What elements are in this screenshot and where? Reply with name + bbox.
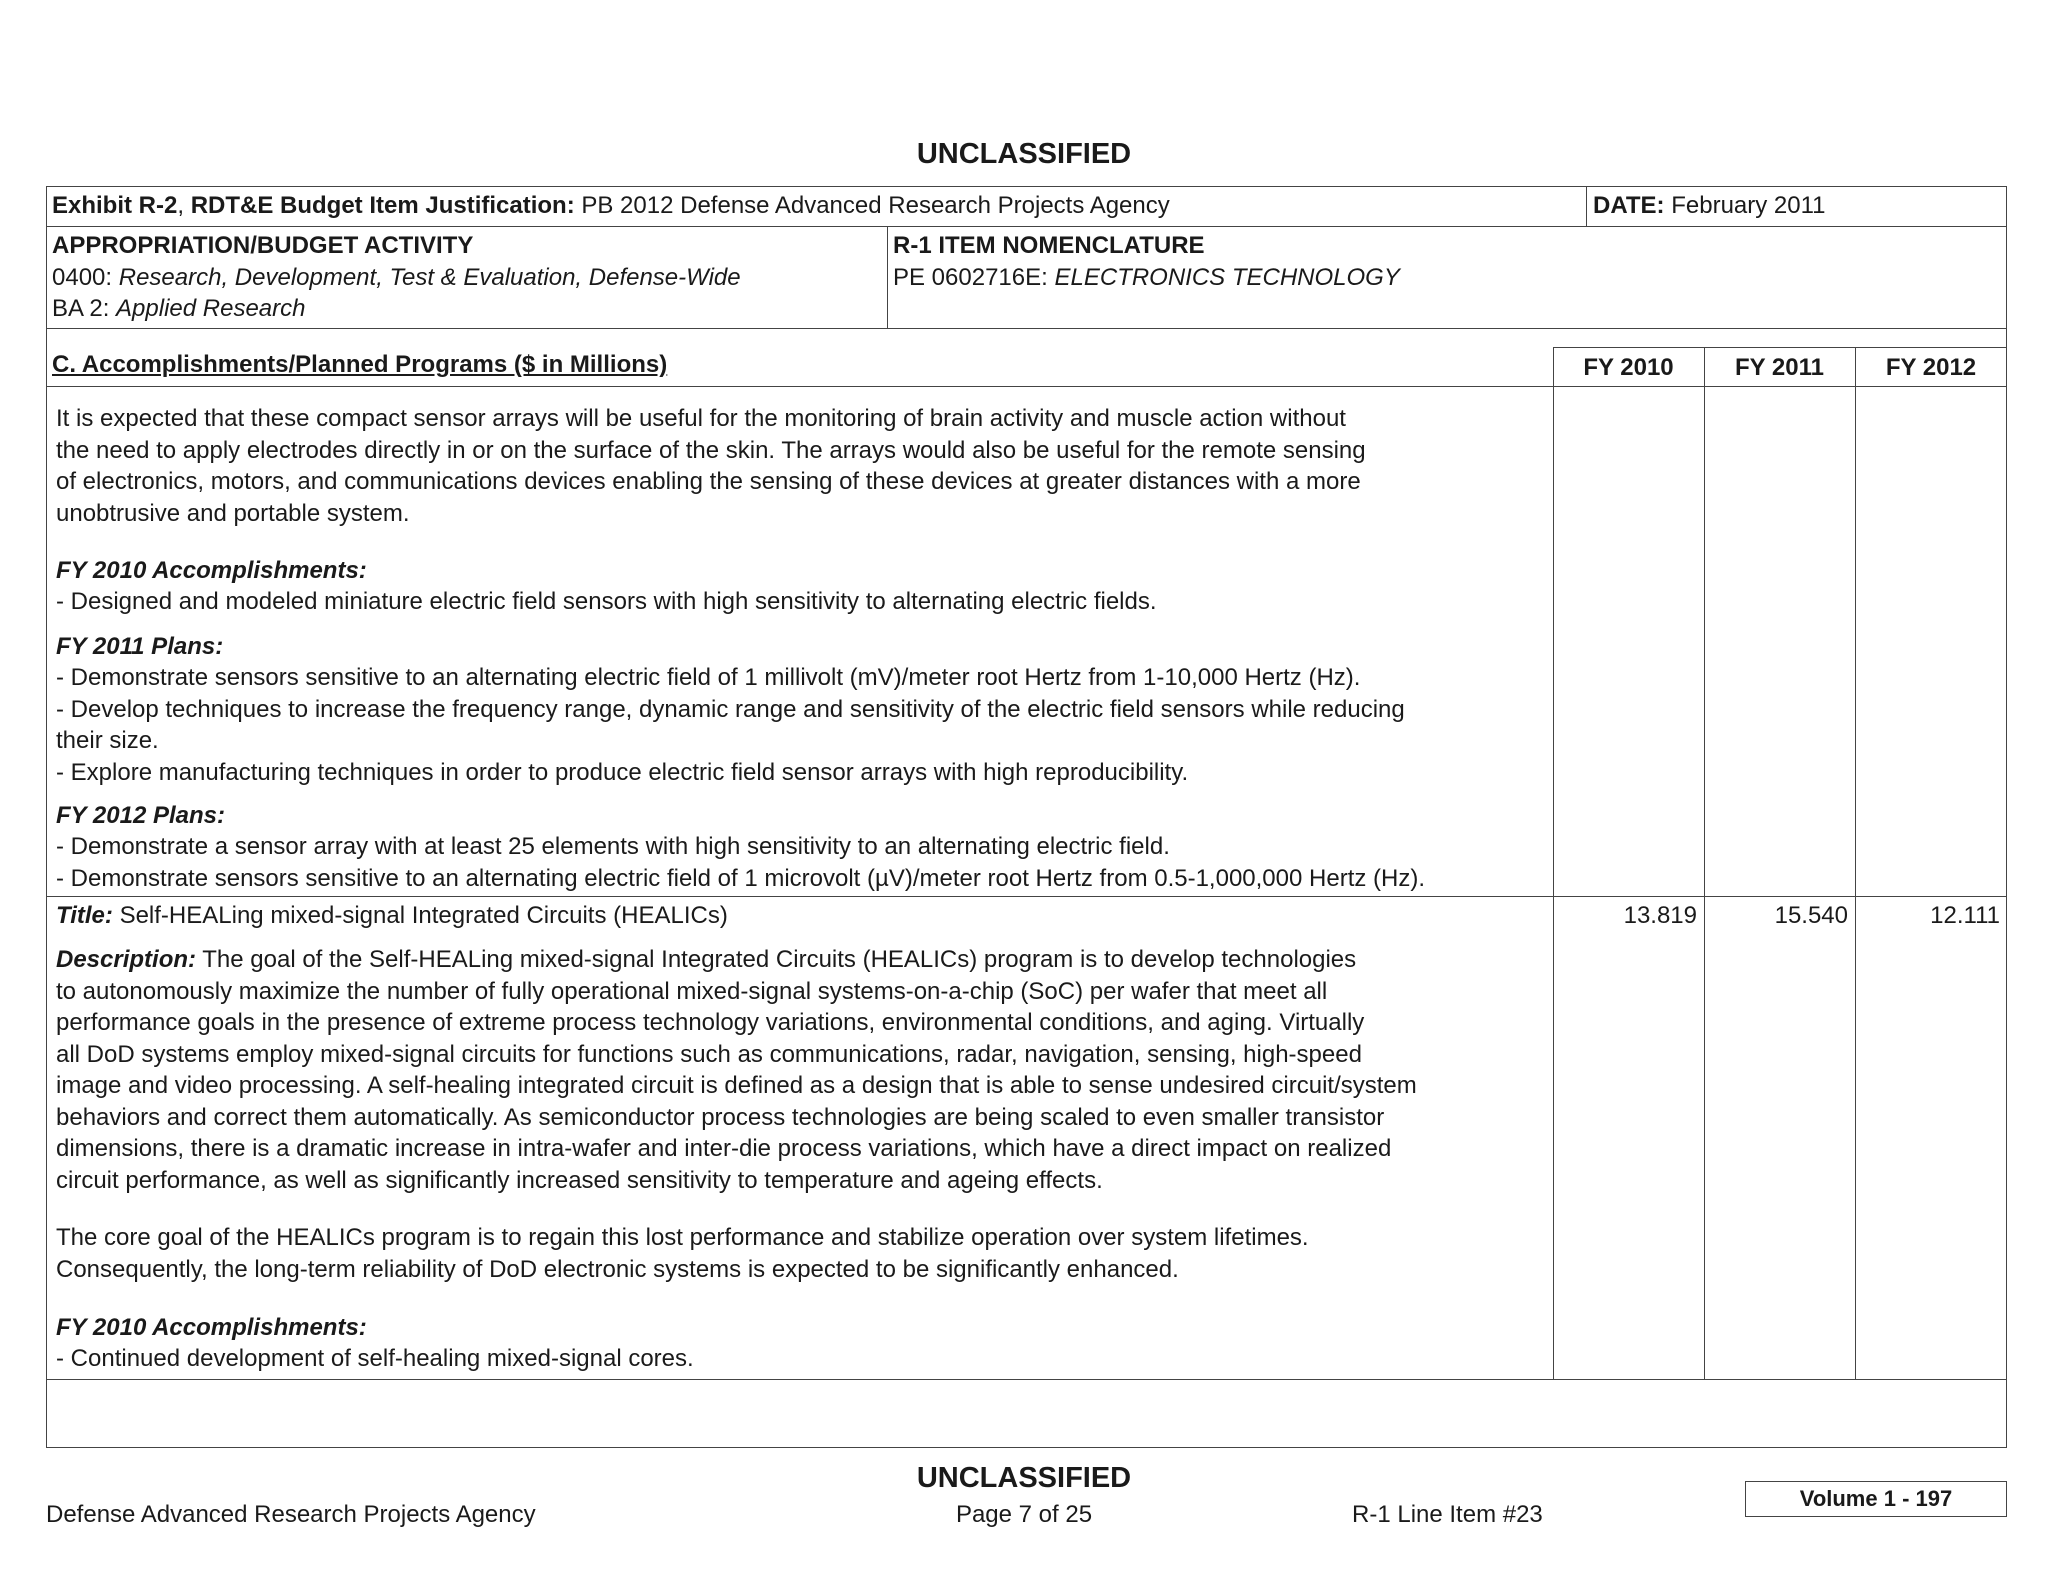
block1-intro bbox=[56, 403, 1366, 529]
footer-volume: Volume 1 - 197 bbox=[1745, 1481, 2007, 1517]
exhibit-header: Exhibit R-2, RDT&E Budget Item Justification: PB 2012 Defense Advanced Research Projects Agency bbox=[52, 192, 1170, 219]
r1-item-line: PE 0602716E: ELECTRONICS TECHNOLOGY bbox=[893, 263, 1400, 291]
exhibit-label: Exhibit R-2 bbox=[52, 192, 178, 219]
block2-fy2010-heading: FY 2010 Accomplishments: bbox=[56, 1314, 367, 1341]
block1-fy2010-heading: FY 2010 Accomplishments: bbox=[56, 557, 367, 584]
footer-page: Page 7 of 25 bbox=[955, 1501, 1093, 1528]
text-line: circuit performance, as well as significantly increased sensitivity to temperature and ageing effects. bbox=[56, 1166, 1103, 1194]
block2-value-fy2010: 13.819 bbox=[1623, 902, 1697, 929]
appropriation-line1: 0400: Research, Development, Test & Evaluation, Defense-Wide bbox=[52, 263, 741, 291]
date-value: February 2011 bbox=[1671, 192, 1826, 219]
text-line: all DoD systems employ mixed-signal circuits for functions such as communications, radar, navigation, sensing, high-speed bbox=[56, 1040, 1362, 1068]
section-header-divider bbox=[46, 386, 2007, 387]
date-field bbox=[1593, 190, 1826, 222]
text-line: dimensions, there is a dramatic increase in intra-wafer and inter-die process variations, which have a direct impact on realized bbox=[56, 1135, 1392, 1162]
list-item: - Develop techniques to increase the frequency range, dynamic range and sensitivity of the electric field sensors while reducing bbox=[56, 695, 1405, 723]
list-item: - Continued development of self-healing mixed-signal cores. bbox=[56, 1345, 694, 1372]
description-first-line: Description: The goal of the Self-HEALing mixed-signal Integrated Circuits (HEALICs) program is to develop technologies bbox=[56, 946, 1357, 973]
budget-value: PB 2012 Defense Advanced Research Projects Agency bbox=[581, 192, 1170, 219]
list-item: their size. bbox=[56, 727, 159, 754]
footer-agency: Defense Advanced Research Projects Agency bbox=[46, 1501, 536, 1528]
list-item: - Explore manufacturing techniques in order to produce electric field sensor arrays with high reproducibility. bbox=[56, 758, 1189, 786]
classification-bottom: UNCLASSIFIED bbox=[916, 1462, 1132, 1494]
appropriation-title: APPROPRIATION/BUDGET ACTIVITY bbox=[52, 232, 474, 259]
block1-fy2010-list bbox=[56, 586, 1157, 618]
list-item: - Designed and modeled miniature electric field sensors with high sensitivity to alternating electric fields. bbox=[56, 588, 1157, 615]
col-header-fy2012: FY 2012 bbox=[1885, 354, 1977, 381]
block2-fy2010-list bbox=[56, 1343, 694, 1375]
footer-line-item: R-1 Line Item #23 bbox=[1352, 1501, 1543, 1528]
list-item: - Demonstrate a sensor array with at least 25 elements with high sensitivity to an alternating electric field. bbox=[56, 833, 1170, 860]
text-line: Consequently, the long-term reliability of DoD electronic systems is expected to be significantly enhanced. bbox=[56, 1255, 1179, 1283]
budget-label: RDT&E Budget Item Justification: bbox=[190, 192, 575, 219]
text-line: to autonomously maximize the number of fully operational mixed-signal systems-on-a-chip (SoC) per wafer that meet all bbox=[56, 977, 1328, 1005]
classification-top: UNCLASSIFIED bbox=[916, 138, 1132, 170]
col-divider-1 bbox=[1553, 347, 1554, 1379]
block2-goal bbox=[56, 1222, 1309, 1285]
block2-title: Title: Self-HEALing mixed-signal Integrated Circuits (HEALICs) bbox=[56, 902, 728, 929]
text-line: behaviors and correct them automatically. As semiconductor process technologies are being scaled to even smaller transistor bbox=[56, 1103, 1385, 1131]
block1-fy2012-heading: FY 2012 Plans: bbox=[56, 802, 225, 829]
text-line: image and video processing. A self-healing integrated circuit is defined as a design that is able to sense undesired circuit/system bbox=[56, 1072, 1417, 1099]
section-title: C. Accomplishments/Planned Programs ($ in Millions) bbox=[52, 351, 668, 378]
block1-fy2011-heading: FY 2011 Plans: bbox=[56, 633, 224, 660]
col-header-fy2010: FY 2010 bbox=[1583, 354, 1674, 381]
block2-value-fy2011: 15.540 bbox=[1774, 902, 1848, 929]
r1-divider bbox=[887, 226, 888, 328]
r1-item-block bbox=[893, 230, 1400, 293]
text-line: of electronics, motors, and communications devices enabling the sensing of these devices at greater distances with a more bbox=[56, 468, 1361, 495]
appropriation-block bbox=[52, 230, 741, 325]
col-header-top bbox=[1553, 347, 2007, 348]
block1-fy2012-list bbox=[56, 831, 1425, 894]
text-line: The core goal of the HEALICs program is to regain this lost performance and stabilize operation over system lifetimes. bbox=[56, 1224, 1309, 1251]
text-line: unobtrusive and portable system. bbox=[56, 499, 410, 527]
list-item: - Demonstrate sensors sensitive to an alternating electric field of 1 microvolt (µV)/meter root Hertz from 0.5-1,000,000 Hertz (Hz). bbox=[56, 864, 1426, 892]
table-bottom-rule bbox=[46, 1379, 2007, 1380]
text-line: the need to apply electrodes directly in or on the surface of the skin. The arrays would also be useful for the remote sensing bbox=[56, 436, 1366, 464]
appropriation-line2: BA 2: Applied Research bbox=[52, 295, 306, 322]
block2-value-fy2012: 12.111 bbox=[1930, 902, 2000, 929]
text-line: performance goals in the presence of extreme process technology variations, environmental conditions, and aging. Virtually bbox=[56, 1009, 1365, 1036]
col-header-fy2011: FY 2011 bbox=[1735, 354, 1824, 381]
col-divider-2 bbox=[1704, 347, 1705, 1379]
block-divider bbox=[46, 896, 2007, 897]
date-divider bbox=[1586, 186, 1587, 226]
header-divider bbox=[46, 226, 2007, 227]
text-line: It is expected that these compact sensor arrays will be useful for the monitoring of brain activity and muscle action without bbox=[56, 405, 1346, 432]
r1-item-title: R-1 ITEM NOMENCLATURE bbox=[893, 232, 1205, 259]
block2-description bbox=[56, 944, 1417, 1196]
date-label: DATE: bbox=[1593, 192, 1665, 219]
block1-fy2011-list bbox=[56, 662, 1405, 788]
list-item: - Demonstrate sensors sensitive to an alternating electric field of 1 millivolt (mV)/meter root Hertz from 1-10,000 Hertz (Hz). bbox=[56, 664, 1361, 691]
appropriation-divider bbox=[46, 328, 2007, 329]
col-divider-3 bbox=[1855, 347, 1856, 1379]
